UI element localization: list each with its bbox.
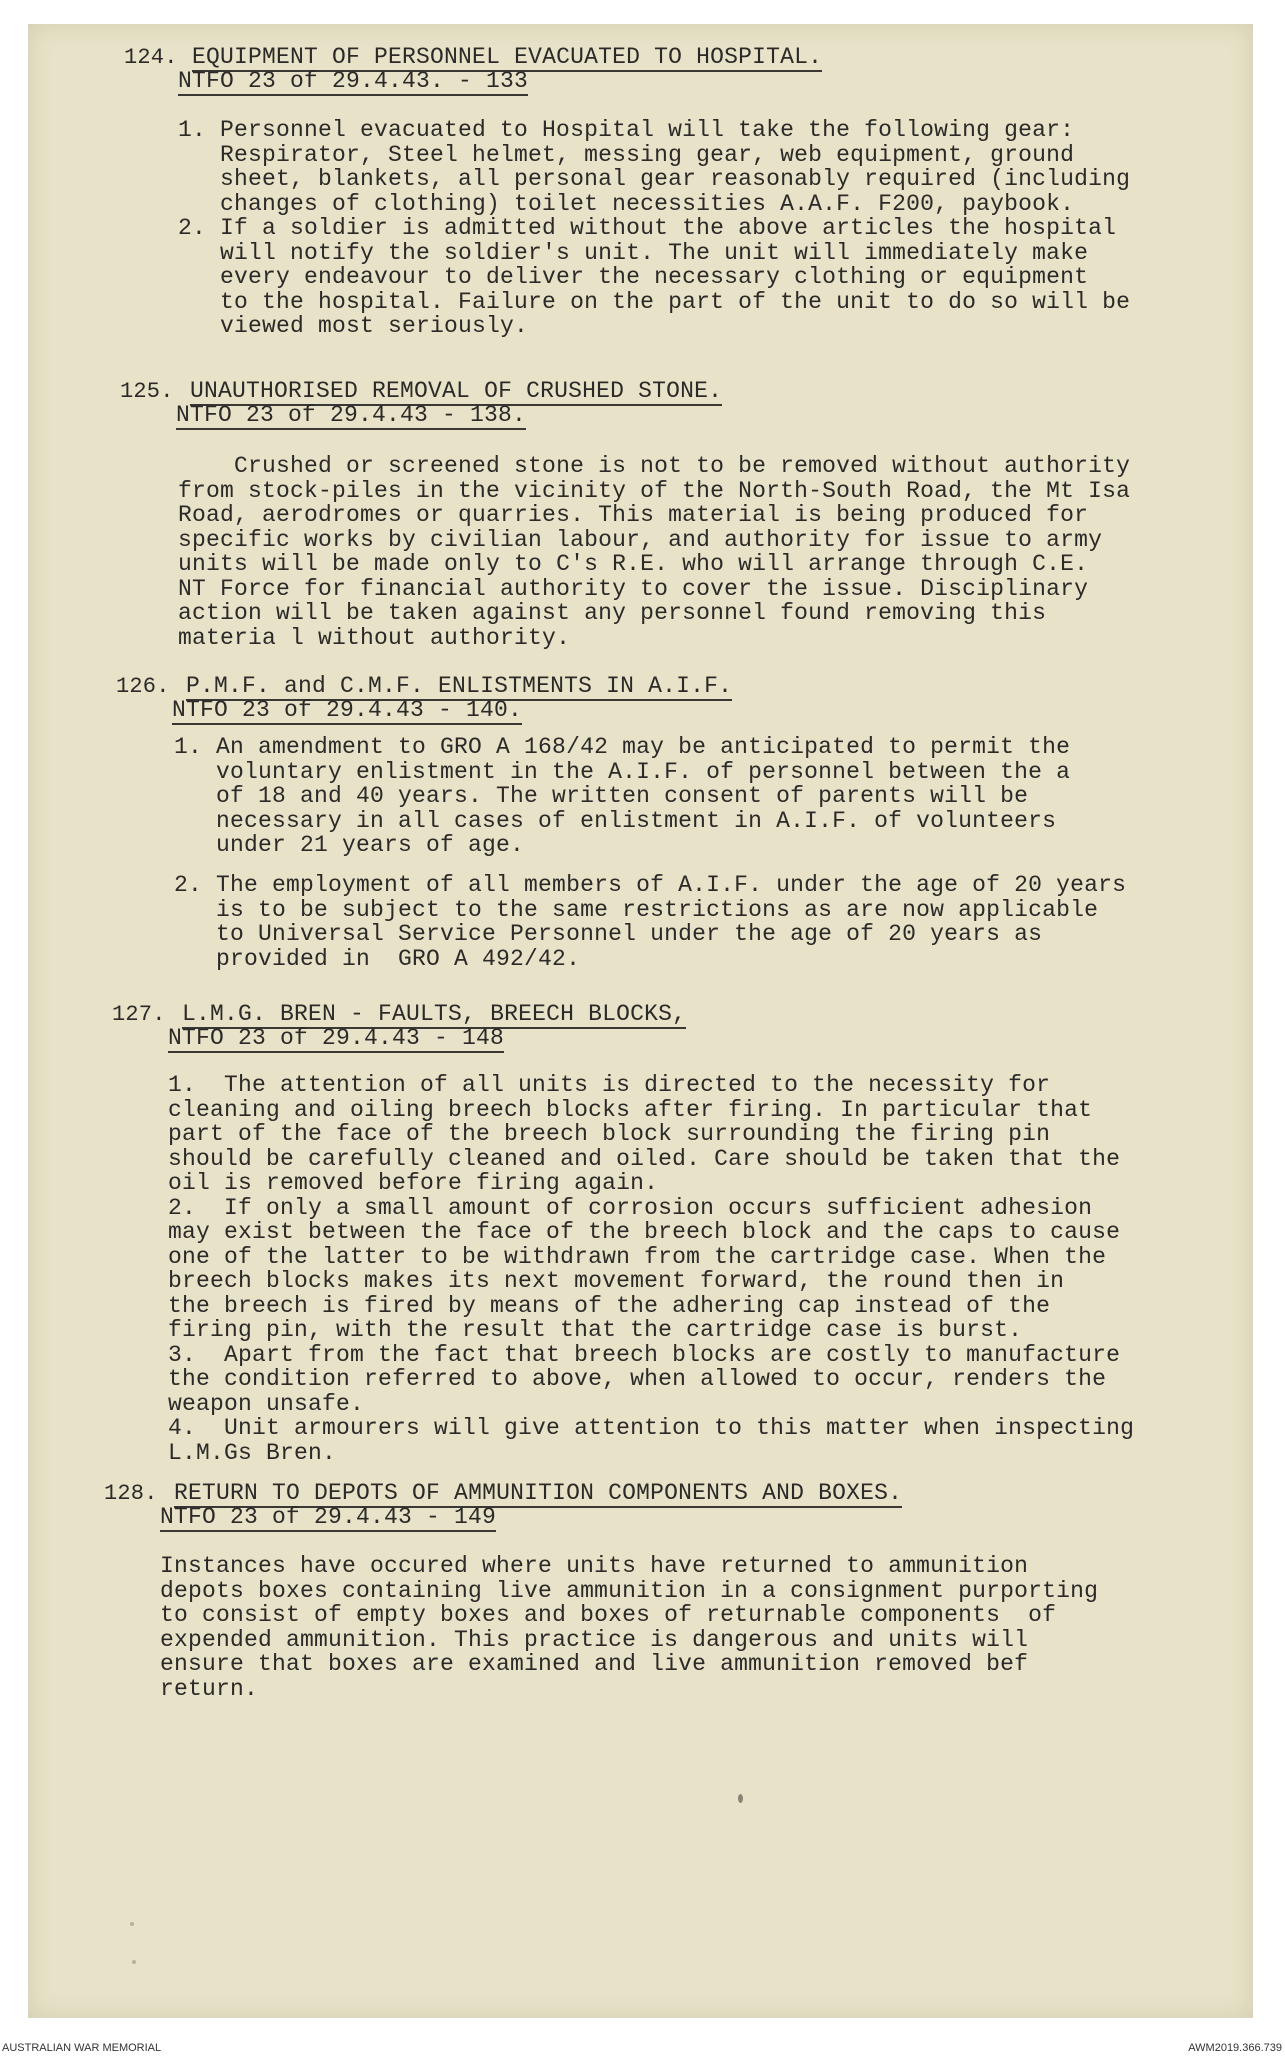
- paragraph: 2. The employment of all members of A.I.F. under the age of 20 years is to be subject to the same restrictions as are now applicable to Universal Service Personnel under the age of 20 years as provided in GRO A 492/42.: [174, 872, 1127, 972]
- paragraph: 2. If a soldier is admitted without the above articles the hospital will notify the soldier's unit. The unit will immediately make every endeavour to deliver the necessary clothing or equipment to the hospital. Failure on the part of the unit to do so will be viewed most seriously.: [178, 215, 1131, 339]
- section-reference: NTFO 23 of 29.4.43 - 149: [160, 1504, 497, 1530]
- section-reference: NTFO 23 of 29.4.43 - 148: [168, 1025, 505, 1051]
- section-number: 128.: [104, 1481, 158, 1506]
- section-reference: NTFO 23 of 29.4.43 - 138.: [176, 402, 527, 428]
- section-title: L.M.G. BREN - FAULTS, BREECH BLOCKS,: [182, 1001, 687, 1027]
- section-128: [104, 1480, 1234, 1702]
- section-124: [124, 44, 1244, 339]
- section-title: UNAUTHORISED REMOVAL OF CRUSHED STONE.: [190, 378, 723, 404]
- section-title: P.M.F. and C.M.F. ENLISTMENTS IN A.I.F.: [186, 673, 733, 699]
- section-number: 124.: [124, 45, 178, 70]
- section-127: [112, 1001, 1242, 1466]
- section-reference: NTFO 23 of 29.4.43 - 140.: [172, 697, 523, 723]
- section-reference: NTFO 23 of 29.4.43. - 133: [178, 68, 529, 94]
- paragraph: Instances have occured where units have returned to ammunition depots boxes containing live ammunition in a consignment purporting to consist of empty boxes and boxes of returnable components of expended ammunition. This practice is dangerous and units will ensure that boxes are examined and live ammunition removed bef return.: [160, 1553, 1099, 1702]
- section-title: RETURN TO DEPOTS OF AMMUNITION COMPONENTS AND BOXES.: [174, 1480, 903, 1506]
- section-number: 126.: [116, 674, 170, 699]
- paragraph: 1. Personnel evacuated to Hospital will take the following gear: Respirator, Steel helmet, messing gear, web equipment, ground sheet, blankets, all personal gear reasonably required (including changes of clothing) toilet necessities A.A.F. F200, paybook.: [178, 117, 1131, 217]
- footer-credit: AUSTRALIAN WAR MEMORIAL: [2, 2042, 162, 2054]
- paragraph: 1. An amendment to GRO A 168/42 may be anticipated to permit the voluntary enlistment in the A.I.F. of personnel between the a of 18 and 40 years. The written consent of parents will be necessary in all cases of enlistment in A.I.F. of volunteers under 21 years of age.: [174, 734, 1071, 858]
- ink-mark: [132, 1960, 136, 1964]
- paragraph: 1. The attention of all units is directed to the necessity for cleaning and oiling breech blocks after firing. In particular that part of the face of the breech block surrounding the firing pin should be carefully cleaned and oiled. Care should be taken that the oil is removed before firing again. 2. If only a small amount of corrosion occurs sufficient adhesion may exist between the face of the breech block and the caps to cause one of the latter to be withdrawn from the cartridge case. When the breech blocks makes its next movement forward, the round then in the breech is fired by means of the adhering cap instead of the firing pin, with the result that the cartridge case is burst. 3. Apart from the fact that breech blocks are costly to manufacture the condition referred to above, when allowed to occur, renders the weapon unsafe. 4. Unit armourers will give attention to this matter when inspecting L.M.Gs Bren.: [168, 1072, 1135, 1466]
- paragraph: Crushed or screened stone is not to be removed without authority from stock-piles in the vicinity of the North-South Road, the Mt Isa Road, aerodromes or quarries. This material is being produced for specific works by civilian labour, and authority for issue to army units will be made only to C's R.E. who will arrange through C.E. NT Force for financial authority to cover the issue. Disciplinary action will be taken against any personnel found removing this materia l without authority.: [178, 453, 1131, 651]
- ink-mark: [738, 1794, 743, 1803]
- footer-accession-number: AWM2019.366.739: [1188, 2042, 1282, 2054]
- section-title: EQUIPMENT OF PERSONNEL EVACUATED TO HOSPITAL.: [192, 44, 823, 70]
- section-number: 125.: [120, 379, 174, 404]
- section-number: 127.: [112, 1002, 166, 1027]
- ink-mark: [130, 1922, 134, 1926]
- typed-text-area: [28, 24, 1253, 2018]
- section-126: [116, 673, 1236, 972]
- section-125: [120, 378, 1240, 651]
- document-page: [28, 24, 1253, 2018]
